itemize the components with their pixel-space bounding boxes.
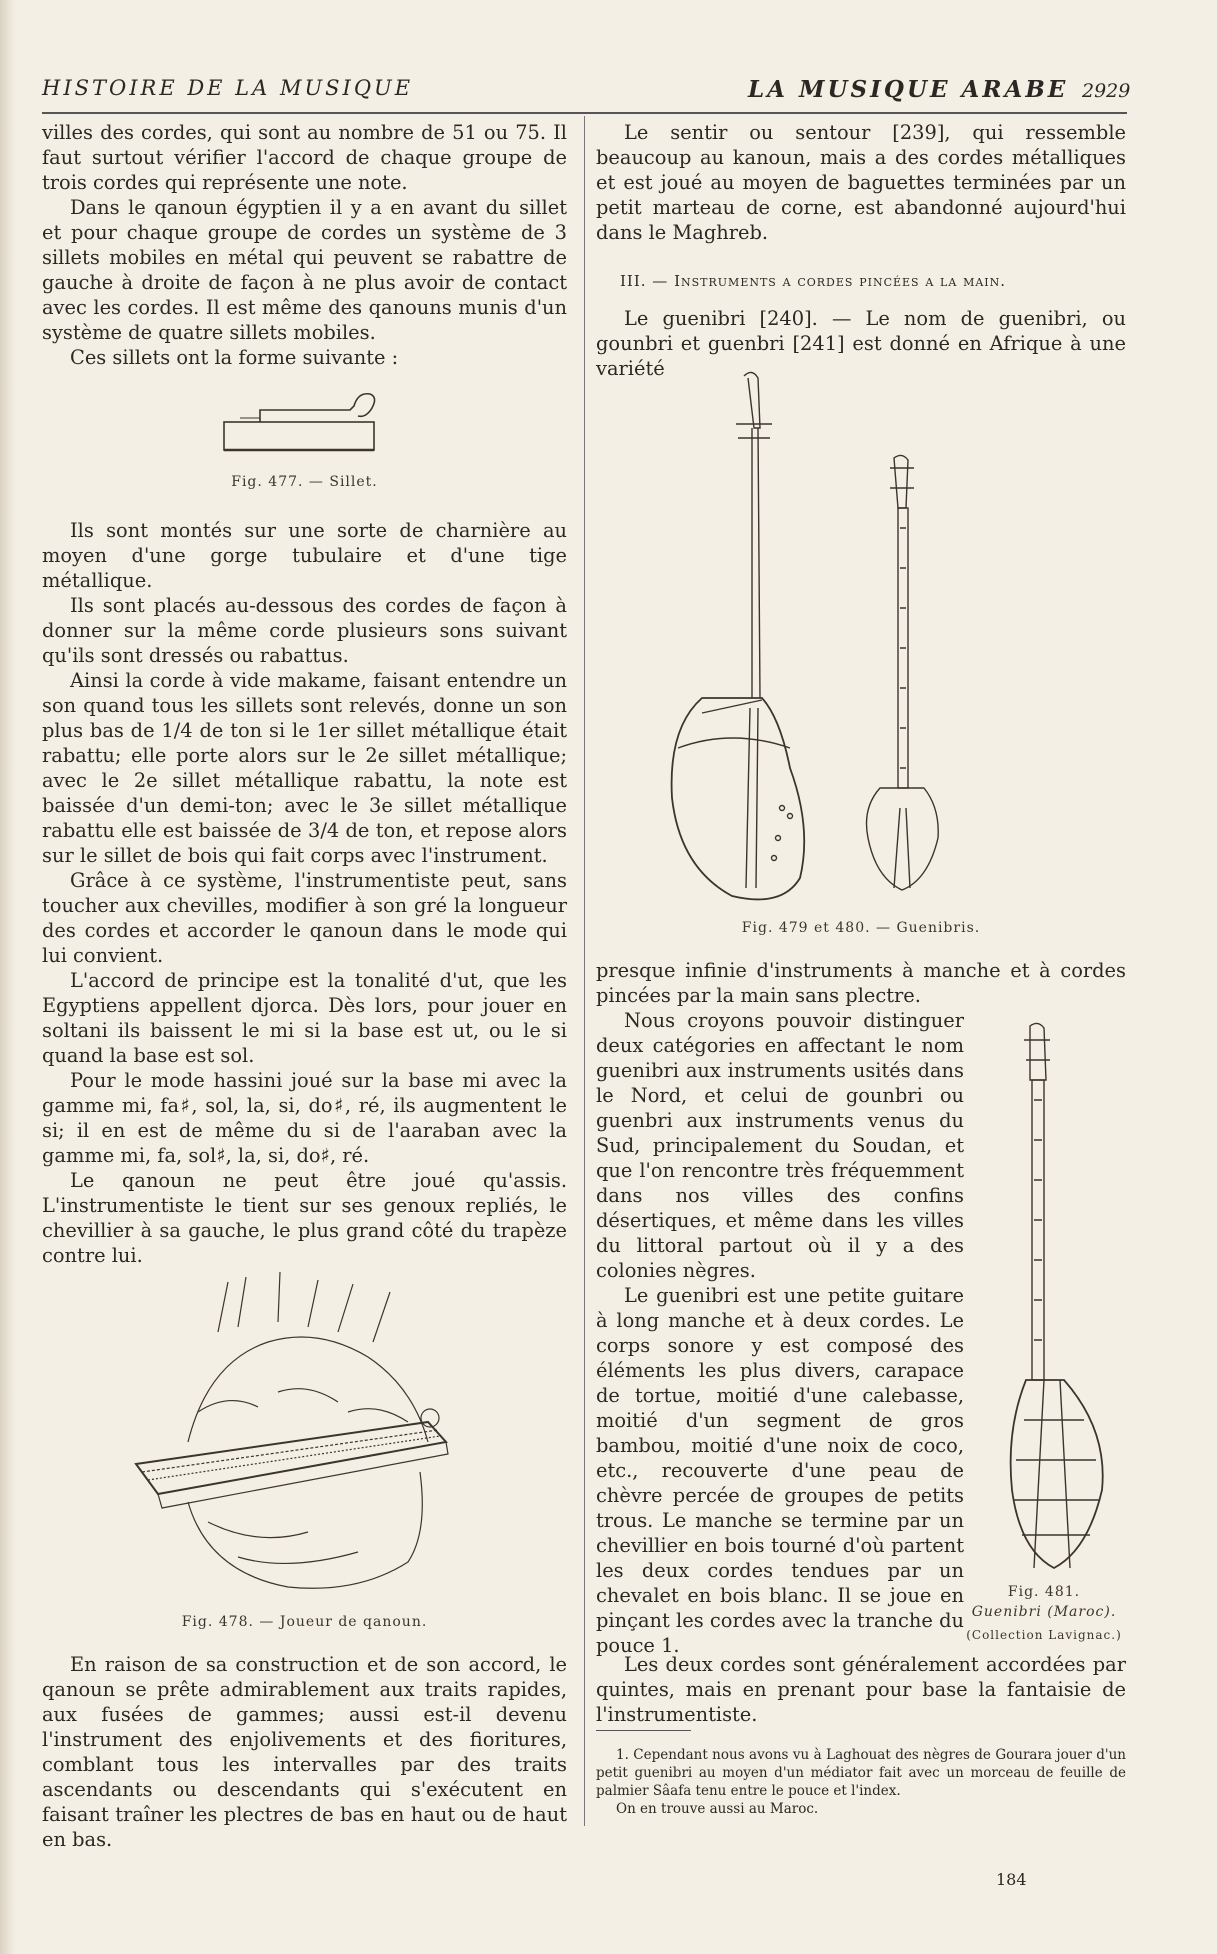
guenibris-figure [662,368,940,914]
footnote: 1. Cependant nous avons vu à Laghouat des nègres de Gourara jouer d'un petit guenibri au moyen d'un médiator fait avec un morceau de feuille de palmier Sâafa tenu entre le pouce et l'index. [596,1747,1126,1799]
right-column-bottom [596,1652,1126,1727]
left-column-top [42,120,567,370]
signature-mark: 184 [996,1870,1027,1889]
left-column-middle [42,518,567,1268]
paragraph: Le sentir ou sentour [239], qui ressemble beaucoup au kanoun, mais a des cordes métalliques et est joué au moyen de baguettes terminées par un petit marteau de corne, est abandonné aujourd'hui dans le Maghreb. [596,121,1126,244]
section-heading: III. — Instruments a cordes pincées a la main. [620,272,1007,290]
paragraph: Nous croyons pouvoir distinguer deux catégories en affectant le nom guenibri aux instruments usités dans le Nord, et celui de gounbri ou guenbri aux instruments venus du Sud, principalement du Soudan, et que l'on rencontre très fréquemment dans nos villes des confins désertiques, et même dans les villes du littoral partout où il y a des colonies nègres. [596,1009,964,1282]
paragraph: Dans le qanoun égyptien il y a en avant du sillet et pour chaque groupe de cordes un système de 3 sillets mobiles en métal qui peuvent se rabattre de gauche à droite de façon à ne plus avoir de contact avec les cordes. Il est même des qanouns munis d'un système de quatre sillets mobiles. [42,196,567,344]
paragraph: presque infinie d'instruments à manche et à cordes pincées par la main sans plectre. [596,959,1126,1007]
paragraph: Grâce à ce système, l'instrumentiste peut, sans toucher aux chevilles, modifier à son gré la longueur des cordes et accorder le qanoun dans le mode qui lui convient. [42,869,567,967]
column-divider [584,116,585,1826]
paragraph: villes des cordes, qui sont au nombre de 51 ou 75. Il faut surtout vérifier l'accord de chaque groupe de trois cordes qui représente une note. [42,121,567,194]
fig481-caption-number: Fig. 481. [1007,1584,1081,1600]
paragraph: Le guenibri est une petite guitare à long manche et à deux cordes. Le corps sonore y est composé des éléments les plus divers, carapace de tortue, moitié d'une calebasse, moitié d'un segment de gros bambou, moitié d'une noix de coco, etc., recouverte d'une peau de chèvre percée de groupes de petits trous. Le manche se termine par un chevillier en bois tourné d'où partent les deux cordes tendues par un chevalet en bois blanc. Il se joue en pinçant les cordes avec la tranche du pouce 1. [596,1284,964,1657]
right-column-narrow [596,1008,964,1658]
fig481-caption-title: Guenibri (Maroc). [971,1604,1117,1620]
guenibri-maroc-figure [1004,1020,1116,1580]
fig481-caption-collection: (Collection Lavignac.) [966,1628,1122,1642]
paragraph: Le guenibri [240]. — Le nom de guenibri, ou gounbri et guenbri [241] est donné en Afrique à une variété [596,307,1126,380]
fig479-480-caption: Fig. 479 et 480. — Guenibris. [741,920,981,936]
page-number: 2929 [1082,80,1131,102]
running-head-right: LA MUSIQUE ARABE [748,76,1069,103]
header-rule [42,112,1127,114]
footnote: On en trouve aussi au Maroc. [616,1801,819,1817]
paragraph: Le qanoun ne peut être joué qu'assis. L'instrumentiste le tient sur ses genoux repliés, le chevillier à sa gauche, le plus grand côté du trapèze contre lui. [42,1169,567,1267]
right-column-top [596,120,1126,245]
paragraph: Les deux cordes sont généralement accordées par quintes, mais en prenant pour base la fantaisie de l'instrumentiste. [596,1653,1126,1726]
paragraph: Ces sillets ont la forme suivante : [70,346,399,369]
paragraph: En raison de sa construction et de son accord, le qanoun se prête admirablement aux traits rapides, aux fusées de gammes; aussi est-il devenu l'instrument des enjolivements et des fioritures, comblant tous les intervalles par des traits ascendants ou descendants qui s'exécutent en faisant traîner les plectres de bas en haut ou de haut en bas. [42,1653,567,1851]
left-column-bottom [42,1652,567,1852]
fig478-caption: Fig. 478. — Joueur de qanoun. [181,1614,428,1630]
right-column-wide [596,958,1126,1008]
paragraph: Ils sont montés sur une sorte de charnière au moyen d'une gorge tubulaire et d'une tige métallique. [42,519,567,592]
qanoun-player-figure [128,1272,460,1602]
running-head-left: HISTOIRE DE LA MUSIQUE [42,76,414,100]
page-edge-shadow [0,0,16,1954]
fig477-caption: Fig. 477. — Sillet. [231,474,378,490]
footnote-rule [596,1730,691,1731]
paragraph: Pour le mode hassini joué sur la base mi avec la gamme mi, fa♯, sol, la, si, do♯, ré, ils augmentent le si; il en est de même du si de l'aaraban avec la gamme mi, fa, sol♯, la, si, do♯, ré. [42,1069,567,1167]
paragraph: Ainsi la corde à vide makame, faisant entendre un son quand tous les sillets sont relevés, donne un son plus bas de 1/4 de ton si le 1er sillet métallique était rabattu; elle porte alors sur le 2e sillet métallique; avec le 2e sillet métallique rabattu, la note est baissée d'un demi-ton; avec le 3e sillet métallique rabattu elle est baissée de 3/4 de ton, et repose alors sur le sillet de bois qui fait corps avec l'instrument. [42,669,567,867]
paragraph: Ils sont placés au-dessous des cordes de façon à donner sur la même corde plusieurs sons suivant qu'ils sont dressés ou rabattus. [42,594,567,667]
paragraph: L'accord de principe est la tonalité d'ut, que les Egyptiens appellent djorca. Dès lors, pour jouer en soltani ils baissent le mi si la base est ut, ou le si quand la base est sol. [42,969,567,1067]
sillet-figure [220,388,390,460]
footnotes [596,1746,1126,1818]
